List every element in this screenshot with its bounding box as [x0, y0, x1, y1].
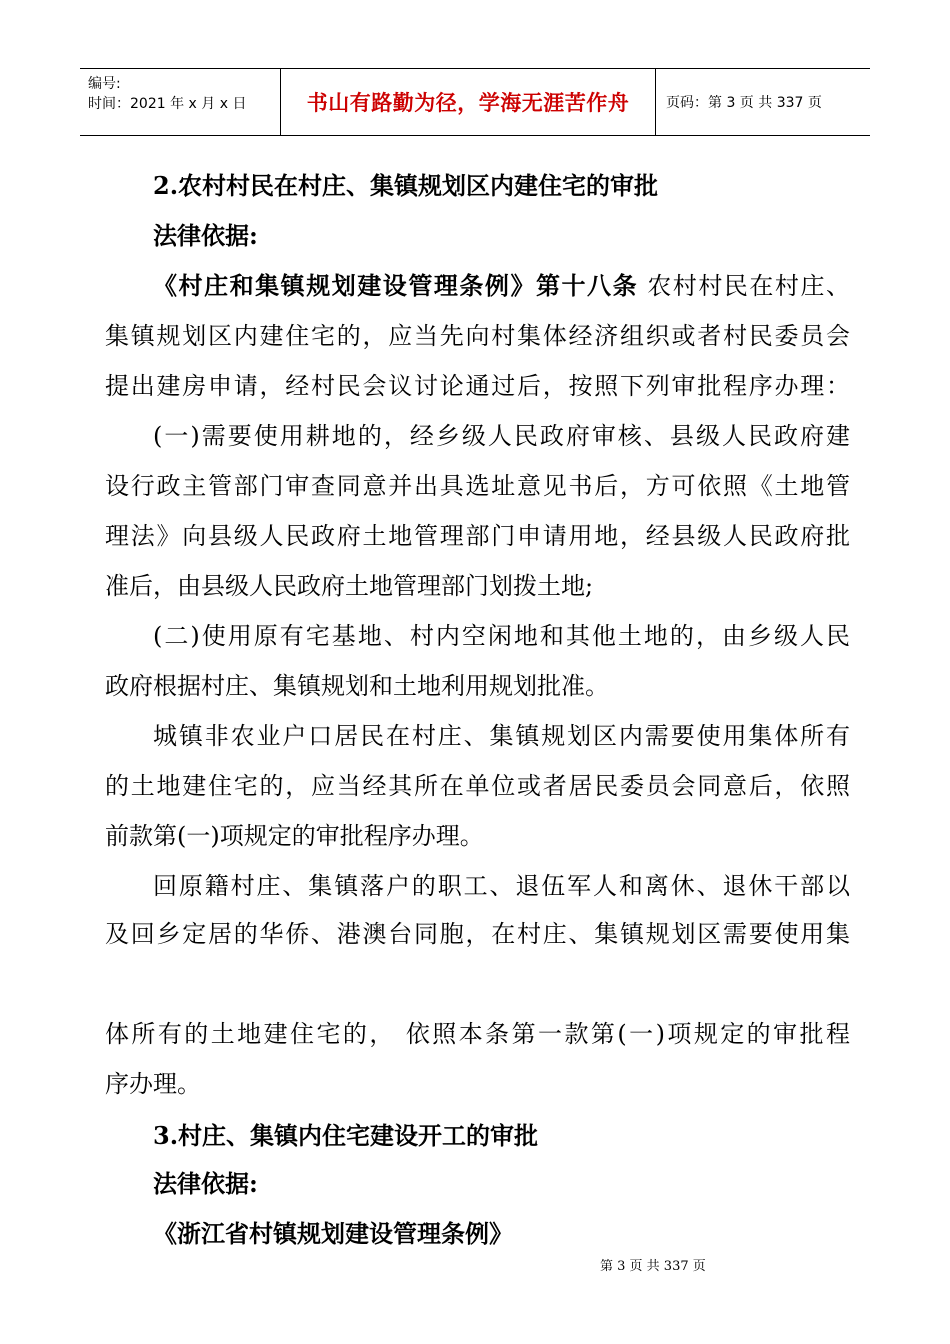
paragraph-line: 集镇规划区内建住宅的，应当先向村集体经济组织或者村民委员会 — [105, 322, 850, 350]
paragraph-line — [153, 270, 850, 302]
paragraph-line: 前款第(一)项规定的审批程序办理。 — [105, 822, 484, 850]
paragraph-line: 提出建房申请，经村民会议讨论通过后，按照下列审批程序办理： — [105, 372, 850, 400]
regulation-title: 《浙江省村镇规划建设管理条例》 — [153, 1219, 513, 1248]
paragraph-line: (二)使用原有宅基地、村内空闲地和其他土地的，由乡级人民 — [153, 622, 850, 650]
header-page-number: 页码：第 3 页 共 337 页 — [666, 95, 822, 111]
section-heading: 2.农村村民在村庄、集镇规划区内建住宅的审批 — [153, 171, 659, 200]
paragraph-line: 城镇非农业户口居民在村庄、集镇规划区内需要使用集体所有 — [153, 722, 850, 750]
document-number: 编号: — [88, 76, 121, 92]
section-heading: 3.村庄、集镇内住宅建设开工的审批 — [153, 1121, 539, 1150]
document-header — [80, 68, 870, 136]
paragraph-line: 理法》向县级人民政府土地管理部门申请用地，经县级人民政府批 — [105, 522, 850, 550]
paragraph-line: 的土地建住宅的，应当经其所在单位或者居民委员会同意后，依照 — [105, 772, 850, 800]
legal-basis-label: 法律依据: — [153, 1169, 258, 1198]
header-motto: 书山有路勤为径，学海无涯苦作舟 — [306, 91, 630, 115]
paragraph-line: 准后，由县级人民政府土地管理部门划拨土地; — [105, 572, 594, 600]
paragraph-line: 设行政主管部门审查同意并出具选址意见书后，方可依照《土地管 — [105, 472, 850, 500]
document-date: 时间：2021 年 x 月 x 日 — [88, 96, 247, 112]
page-footer: 第 3 页 共 337 页 — [600, 1259, 706, 1274]
paragraph-line: 回原籍村庄、集镇落户的职工、退伍军人和离休、退休干部以 — [153, 872, 850, 900]
header-page-cell — [656, 69, 870, 135]
paragraph-line: 政府根据村庄、集镇规划和土地利用规划批准。 — [105, 672, 609, 700]
header-meta-cell — [80, 69, 280, 135]
header-motto-cell — [281, 69, 655, 135]
paragraph-line: 体所有的土地建住宅的， 依照本条第一款第(一)项规定的审批程 — [105, 1020, 850, 1048]
paragraph-line: 序办理。 — [105, 1070, 201, 1098]
paragraph-text: 农村村民在村庄、 — [638, 272, 850, 300]
legal-basis-label: 法律依据: — [153, 221, 258, 250]
regulation-title: 《村庄和集镇规划建设管理条例》第十八条 — [153, 271, 639, 300]
paragraph-line: (一)需要使用耕地的，经乡级人民政府审核、县级人民政府建 — [153, 422, 850, 450]
paragraph-line: 及回乡定居的华侨、港澳台同胞，在村庄、集镇规划区需要使用集 — [105, 920, 850, 948]
